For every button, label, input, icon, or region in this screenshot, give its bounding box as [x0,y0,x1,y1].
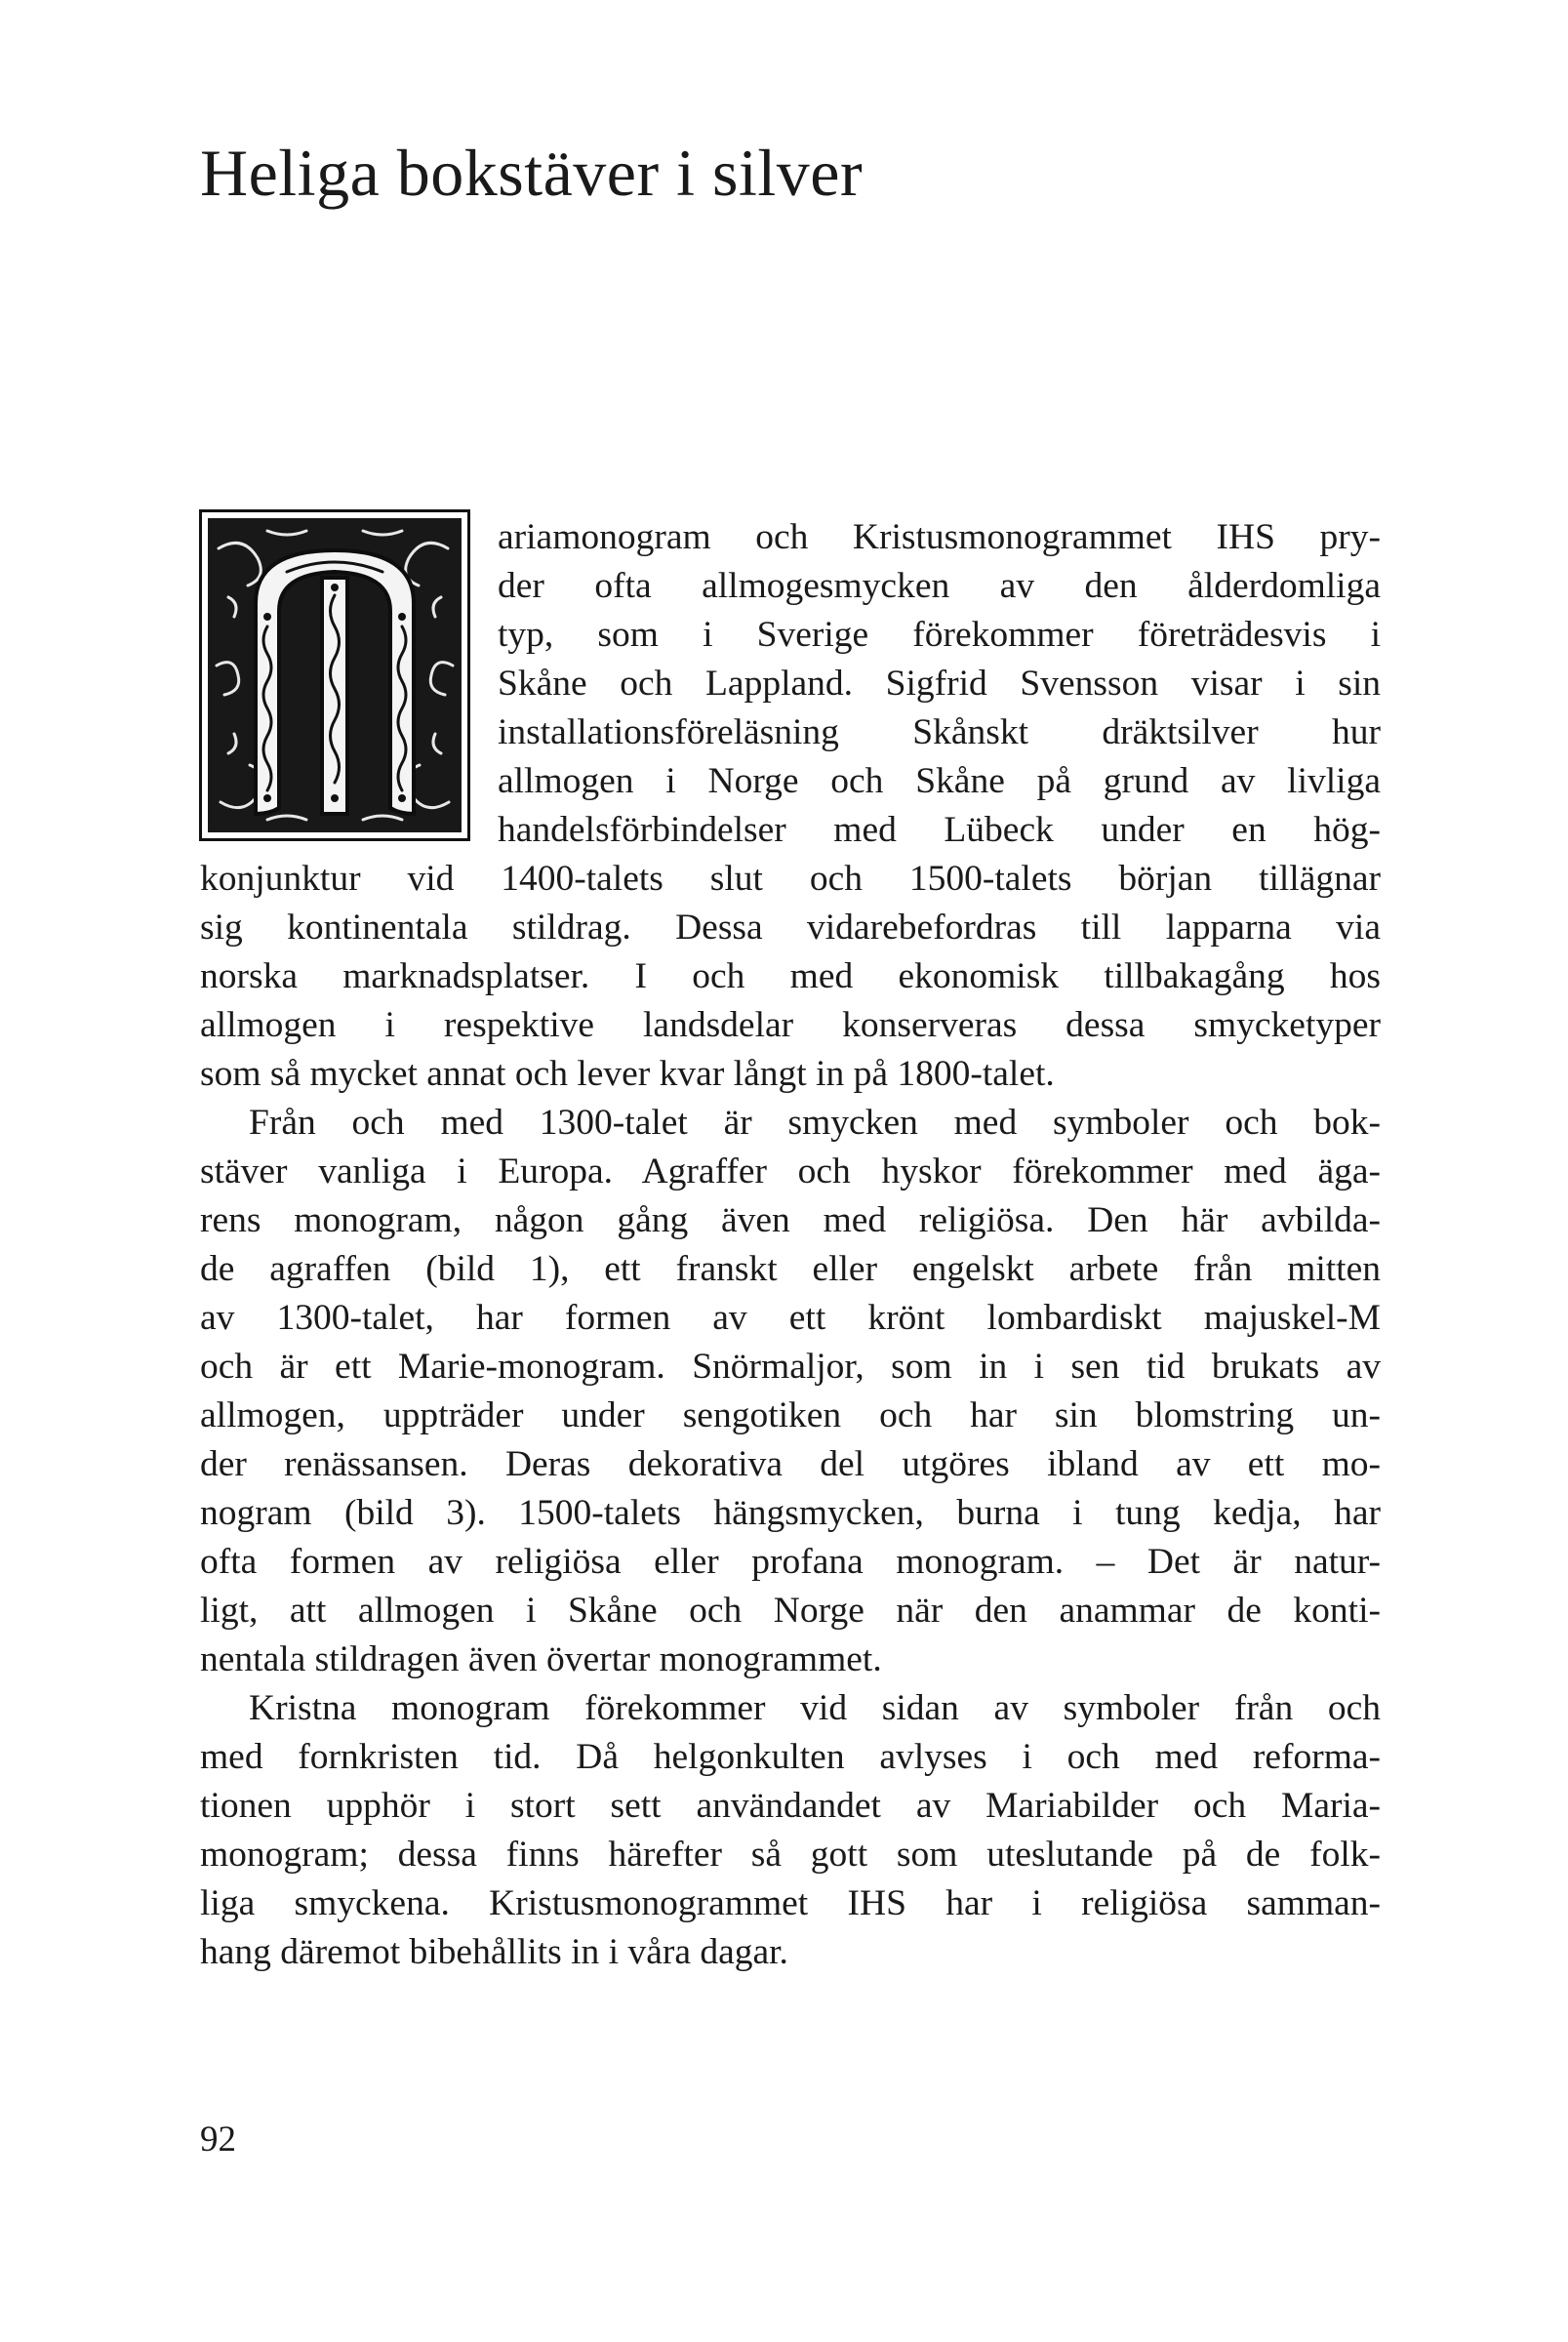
text-line: hang däremot bibehållits in i våra dagar. [200,1932,788,1972]
text-line: handelsförbindelser med Lübeck under en hög- [498,810,1381,850]
text-line: Skåne och Lappland. Sigfrid Svensson visar i sin [498,664,1381,704]
text-line: med fornkristen tid. Då helgonkulten avlyses i och med reforma- [200,1737,1381,1777]
text-line: och är ett Marie-monogram. Snörmaljor, som in i sen tid brukats av [200,1347,1381,1387]
text-line: allmogen i respektive landsdelar konserveras dessa smycketyper [200,1005,1381,1045]
text-line: typ, som i Sverige förekommer företrädesvis i [498,615,1381,655]
text-line: Kristna monogram förekommer vid sidan av symboler från och [249,1688,1381,1728]
text-line: ligt, att allmogen i Skåne och Norge när den anammar de konti- [200,1591,1381,1631]
text-line: allmogen i Norge och Skåne på grund av livliga [498,761,1381,801]
text-line: nentala stildragen även övertar monogrammet. [200,1639,882,1679]
text-line: monogram; dessa finns härefter så gott som uteslutande på de folk- [200,1835,1381,1875]
page-number: 92 [200,2120,236,2160]
text-line: der ofta allmogesmycken av den ålderdomliga [498,566,1381,606]
text-line: av 1300-talet, har formen av ett krönt lombardiskt majuskel-M [200,1298,1381,1338]
text-line: de agraffen (bild 1), ett franskt eller engelskt arbete från mitten [200,1249,1381,1289]
text-line: som så mycket annat och lever kvar långt in på 1800-talet. [200,1054,1055,1094]
page-title: Heliga bokstäver i silver [200,136,864,210]
text-line: sig kontinentala stildrag. Dessa vidarebefordras till lapparna via [200,908,1381,948]
ornamental-initial-M-icon [199,509,470,841]
text-line: stäver vanliga i Europa. Agraffer och hyskor förekommer med äga- [200,1151,1381,1191]
text-line: allmogen, uppträder under sengotiken och har sin blomstring un- [200,1395,1381,1435]
text-line: konjunktur vid 1400-talets slut och 1500-talets början tillägnar [200,859,1381,899]
text-line: rens monogram, någon gång även med religiösa. Den här avbilda- [200,1200,1381,1240]
text-line: Från och med 1300-talet är smycken med symboler och bok- [249,1103,1381,1143]
text-line: der renässansen. Deras dekorativa del utgöres ibland av ett mo- [200,1444,1381,1484]
text-line: liga smyckena. Kristusmonogrammet IHS har i religiösa samman- [200,1883,1381,1923]
text-line: norska marknadsplatser. I och med ekonomisk tillbakagång hos [200,956,1381,996]
text-line: nogram (bild 3). 1500-talets hängsmycken, burna i tung kedja, har [200,1493,1381,1533]
text-line: ariamonogram och Kristusmonogrammet IHS pry- [498,517,1381,557]
text-line: tionen upphör i stort sett användandet av Mariabilder och Maria- [200,1786,1381,1826]
text-line: ofta formen av religiösa eller profana monogram. – Det är natur- [200,1542,1381,1582]
text-line: installationsföreläsning Skånskt dräktsilver hur [498,712,1381,752]
